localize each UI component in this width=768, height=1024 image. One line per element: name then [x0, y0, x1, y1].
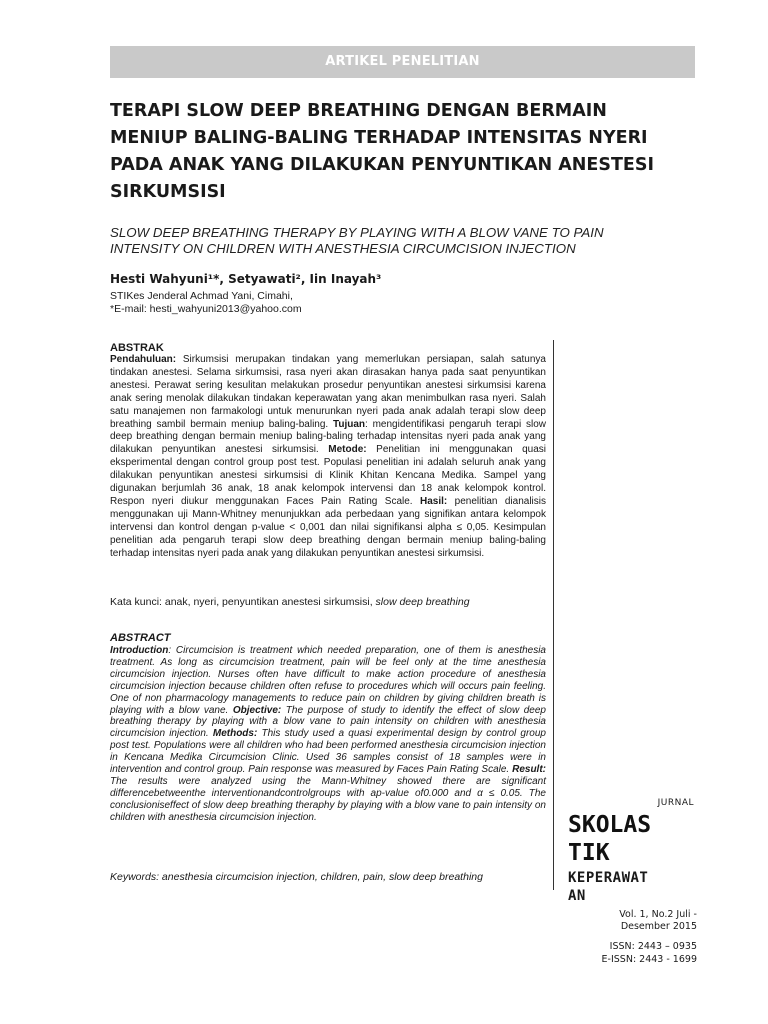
affiliation: STIKes Jenderal Achmad Yani, Cimahi,: [110, 290, 293, 302]
affiliation-block: [110, 290, 302, 316]
issn: ISSN: 2443 – 0935: [609, 941, 697, 952]
objective-text: The purpose of study to identify the effect of slow deep breathing therapy by playing with a blow vane to pain intensity on children with anesthesia circumcision injection.: [110, 704, 546, 740]
hasil-label: Hasil:: [420, 495, 448, 507]
article-type-label: ARTIKEL PENELITIAN: [325, 54, 480, 69]
result-text: The results were analyzed using the Mann-Whitney showed there are significant differencebetweenthe interventionandcontrolgroups with ap-value of0.000 and α ≤ 0.05. The conclusioniseffect of slow deep breathing theraphy by playing with a blow vane to pain intensity on children with anesthesia circumcision injection.: [110, 775, 546, 823]
journal-name-line: SKOLAS: [568, 812, 652, 838]
keywords: Keywords: anesthesia circumcision injection, children, pain, slow deep breathing: [110, 871, 483, 883]
objective-label: Objective:: [232, 704, 282, 716]
email-address: *E-mail: hesti_wahyuni2013@yahoo.com: [110, 303, 302, 315]
title-line: PADA ANAK YANG DILAKUKAN PENYUNTIKAN ANESTESI: [110, 155, 654, 175]
title-line: TERAPI SLOW DEEP BREATHING DENGAN BERMAIN: [110, 101, 607, 121]
abstrak-heading: ABSTRAK: [110, 342, 164, 354]
kata-kunci-italic: slow deep breathing: [375, 596, 470, 608]
kata-kunci: [110, 596, 546, 608]
english-title: [110, 225, 700, 257]
article-title: [110, 98, 700, 206]
pendahuluan-text: Sirkumsisi merupakan tindakan yang memerlukan persiapan, salah satunya tindakan anestesi. Selama sirkumsisi, rasa nyeri akan dirasakan hanya pada saat penyuntikan anestesi. Perawat sering kesulitan melakukan prosedur penyuntikan anestesi sirkumsisi karena anak sering menolak dilakukan tindakan keperawatan yang akan menimbulkan rasa nyeri. Salah satu manajemen non farmakologi untuk menurunkan nyeri pada anak adalah terapi slow deep breathing sambil bermain meniup baling-baling.: [110, 354, 546, 430]
methods-label: Methods:: [212, 728, 258, 740]
volume-line: Vol. 1, No.2 Juli -: [619, 909, 697, 920]
article-type-banner: [110, 46, 695, 78]
hasil-text: penelitian dianalisis menggunakan uji Mann-Whitney menunjukkan ada perbedaan yang signifikan antara kelompok intervensi dan kontrol dengan p-value < 0,001 dan nilai signifikansi alpha ≤ 0,05. Kesimpulan penelitian ada pengaruh terapi slow deep breathing dengan bermain meniup baling-baling terhadap intensitas nyeri pada anak yang dilakukan penyuntikan anestesi sirkumsisi.: [110, 495, 546, 559]
introduction-text: : Circumcision is treatment which needed preparation, one of them is anesthesia treatment. As long as circumcision treatment, pain will be feel only at the time anesthesia circumcision injection. Nurses often have difficult to make action procedure of anesthesia circumcision injection because children often refuse to procedures which will occurs pain feeling. One of non pharmacology managements to reduce pain on children by giving children breath is playing with a blow vane.: [110, 645, 546, 716]
volume-line: Desember 2015: [620, 921, 697, 932]
english-title-line: INTENSITY ON CHILDREN WITH ANESTHESIA CIRCUMCISION INJECTION: [110, 241, 576, 256]
tujuan-text: : mengidentifikasi pengaruh terapi slow deep breathing dengan bermain meniup baling-baling terhadap intensitas nyeri pada anak yang dilakukan penyuntikan anestesi sirkumsisi.: [110, 418, 546, 456]
introduction-label: Introduction: [110, 645, 169, 656]
kata-kunci-label: Kata kunci: anak, nyeri, penyuntikan anestesi sirkumsisi,: [110, 596, 376, 608]
journal-label: JURNAL: [657, 798, 694, 808]
title-line: SIRKUMSISI: [110, 182, 226, 202]
journal-name: [568, 811, 651, 867]
eissn: E-ISSN: 2443 - 1699: [601, 953, 697, 965]
journal-name-line: TIK: [568, 840, 610, 866]
tujuan-label: Tujuan: [333, 418, 366, 430]
journal-subtitle-line: KEPERAWAT: [568, 870, 649, 886]
methods-text: This study used a quasi experimental design by control group post test. Populations were all children who had been performed anesthesia circumcision injection in Kencana Medika Circumcision Clinic. Used 36 samples consist of 18 samples were in intervention and control group. Pain response was measured by Faces Pain Rating Scale.: [110, 728, 546, 776]
metode-label: Metode:: [328, 444, 367, 456]
english-title-line: SLOW DEEP BREATHING THERAPY BY PLAYING WITH A BLOW VANE TO PAIN: [110, 225, 604, 240]
journal-subtitle-line: AN: [568, 888, 586, 904]
abstrak-body: [110, 354, 546, 561]
author-list: Hesti Wahyuni¹*, Setyawati², Iin Inayah³: [110, 272, 382, 286]
metode-text: Penelitian ini menggunakan quasi eksperimental dengan control group post test. Populasi penelitian ini adalah seluruh anak yang dilakukan penyuntikan anestesi sirkumsisi di Klinik Khitan Kencana Medika. Sampel yang digunakan berjumlah 36 anak, 18 anak kelompok intervensi dan 18 anak kelompok kontrol. Respon nyeri diukur menggunakan Faces Pain Rating Scale.: [110, 444, 546, 507]
result-label: Result:: [512, 764, 546, 776]
issn-info: [560, 941, 697, 966]
pendahuluan-label: Pendahuluan:: [110, 354, 177, 365]
abstract-body: [110, 645, 546, 824]
abstract-heading: ABSTRACT: [110, 632, 171, 644]
column-divider: [553, 340, 554, 890]
volume-info: [560, 909, 697, 933]
journal-subtitle: [568, 869, 648, 905]
title-line: MENIUP BALING-BALING TERHADAP INTENSITAS NYERI: [110, 128, 648, 148]
